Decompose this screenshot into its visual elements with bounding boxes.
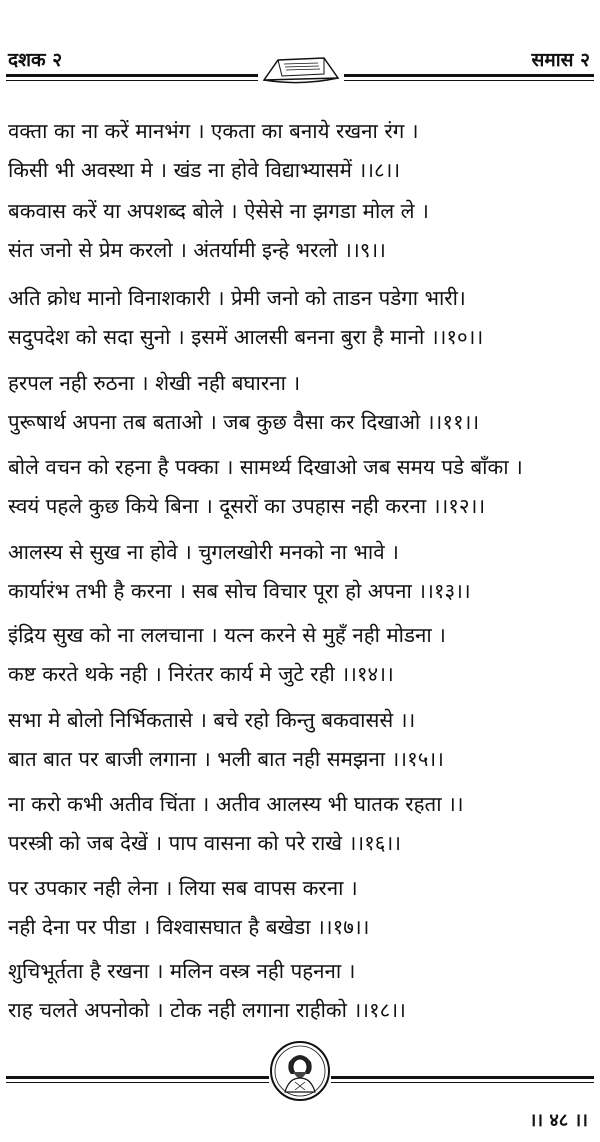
verse-18 xyxy=(8,952,598,1030)
page-number: ।। ४८ ।। xyxy=(529,1110,588,1131)
verse-12 xyxy=(8,448,598,526)
verse-line: संत जनो से प्रेम करलो । अंतर्यामी इन्हे भरलो ।।९।। xyxy=(8,238,386,262)
verse-line: पर उपकार नही लेना । लिया सब वापस करना । xyxy=(8,876,358,900)
verse-line: ना करो कभी अतीव चिंता । अतीव आलस्य भी घातक रहता ।। xyxy=(8,792,464,816)
verse-line: बोले वचन को रहना है पक्का । सामर्थ्य दिखाओ जब समय पडे बाँका । xyxy=(8,455,523,479)
verse-13 xyxy=(8,533,598,611)
verse-16 xyxy=(8,785,598,863)
verse-line: शुचिभूर्तता है रखना । मलिन वस्त्र नही पहनना । xyxy=(8,959,356,983)
verse-line: आलस्य से सुख ना होवे । चुगलखोरी मनको ना भावे । xyxy=(8,540,399,564)
verse-17 xyxy=(8,869,598,947)
verse-line: स्वयं पहले कुछ किये बिना । दूसरों का उपहास नही करना ।।१२।। xyxy=(8,494,486,518)
verse-line: कार्यारंभ तभी है करना । सब सोच विचार पूरा हो अपना ।।१३।। xyxy=(8,579,471,603)
saint-portrait-icon xyxy=(269,1040,331,1102)
verse-15 xyxy=(8,701,598,779)
verse-line: हरपल नही रुठना । शेखी नही बघारना । xyxy=(8,371,301,395)
verse-line: बकवास करें या अपशब्द बोले । ऐसेसे ना झगडा मोल ले । xyxy=(8,199,429,223)
verse-line: किसी भी अवस्था मे । खंड ना होवे विद्याभ्यासमें ।।८।। xyxy=(8,158,401,182)
verse-11 xyxy=(8,364,598,442)
verse-line: बात बात पर बाजी लगाना । भली बात नही समझना ।।१५।। xyxy=(8,747,444,771)
verse-line: राह चलते अपनोको । टोक नही लगाना राहीको ।।१८।। xyxy=(8,998,406,1022)
verse-8 xyxy=(8,112,598,190)
verse-14 xyxy=(8,616,598,694)
verse-line: सभा मे बोलो निर्भिकतासे । बचे रहो किन्तु बकवाससे ।। xyxy=(8,708,416,732)
verse-line: नही देना पर पीडा । विश्वासघात है बखेडा ।।१७।। xyxy=(8,915,370,939)
verse-line: परस्त्री को जब देखें । पाप वासना को परे राखे ।।१६।। xyxy=(8,831,401,855)
verse-9 xyxy=(8,192,598,270)
verse-line: वक्ता का ना करें मानभंग । एकता का बनाये रखना रंग । xyxy=(8,119,419,143)
verse-10 xyxy=(8,279,598,357)
verse-line: कष्ट करते थके नही । निरंतर कार्य मे जुटे रही ।।१४।। xyxy=(8,662,394,686)
verse-line: सदुपदेश को सदा सुनो । इसमें आलसी बनना बुरा है मानो ।।१०।। xyxy=(8,325,484,349)
verse-line: इंद्रिय सुख को ना ललचाना । यत्न करने से मुहँ नही मोडना । xyxy=(8,623,446,647)
book-ornament-icon xyxy=(258,52,344,86)
verse-line: अति क्रोध मानो विनाशकारी । प्रेमी जनो को ताडन पडेगा भारी। xyxy=(8,286,466,310)
header-left: दशक २ xyxy=(8,49,63,71)
header-right: समास २ xyxy=(531,49,590,71)
verse-line: पुरूषार्थ अपना तब बताओ । जब कुछ वैसा कर दिखाओ ।।११।। xyxy=(8,410,480,434)
